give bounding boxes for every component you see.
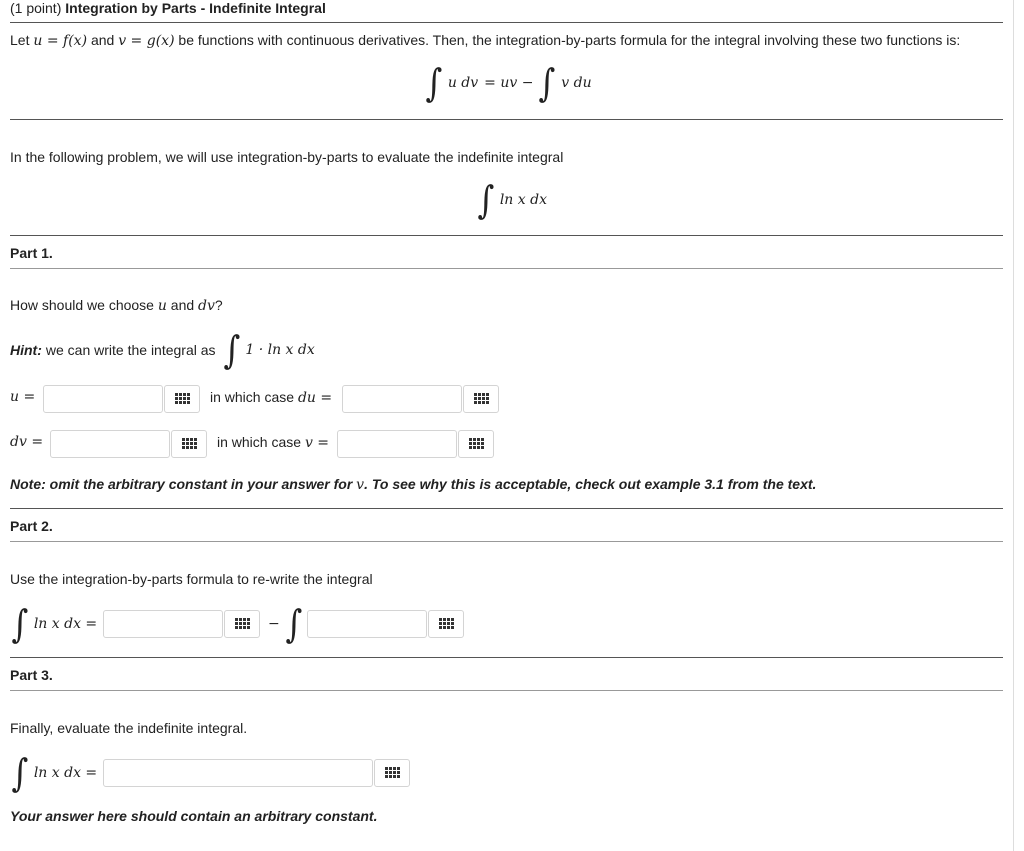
equation-editor-button[interactable] bbox=[171, 430, 207, 458]
divider bbox=[10, 235, 1003, 236]
question-text: How should we choose bbox=[10, 297, 154, 313]
equation-editor-button[interactable] bbox=[458, 430, 494, 458]
integral-sign: ∫ bbox=[538, 61, 556, 105]
intro-let: Let bbox=[10, 32, 30, 48]
question-and: and bbox=[170, 297, 195, 313]
part3-note: Your answer here should contain an arbitrary constant. bbox=[10, 808, 378, 824]
hint-integrand: 1 · ln x dx bbox=[245, 342, 315, 358]
question-u: u bbox=[157, 298, 167, 314]
dv-input[interactable] bbox=[50, 430, 170, 458]
equation-editor-button[interactable] bbox=[428, 610, 464, 638]
part2-integral bbox=[10, 602, 98, 646]
intro-u: u bbox=[33, 33, 43, 49]
integral-sign: ∫ bbox=[477, 178, 495, 222]
intro-v: v bbox=[118, 33, 127, 49]
grid-icon bbox=[385, 767, 399, 779]
intro-rest: be functions with continuous derivatives. Then, the integration-by-parts formula for the integral involving these two functions is: bbox=[178, 32, 961, 48]
part3-text: Finally, evaluate the indefinite integral. bbox=[10, 720, 248, 736]
note-v: v bbox=[356, 477, 365, 493]
part1-title: Part 1. bbox=[10, 245, 53, 261]
v-input[interactable] bbox=[337, 430, 457, 458]
part3-integrand: ln x dx = bbox=[33, 765, 98, 781]
part1-note bbox=[10, 476, 816, 493]
grid-icon bbox=[474, 393, 488, 405]
dv-label: dv = bbox=[10, 434, 44, 450]
part3-answer-field[interactable] bbox=[104, 760, 372, 786]
divider bbox=[10, 119, 1003, 120]
problem-title: Integration by Parts - Indefinite Integral bbox=[65, 0, 326, 16]
grid-icon bbox=[439, 618, 453, 630]
dv-answer-field[interactable] bbox=[51, 431, 169, 457]
divider bbox=[10, 657, 1003, 658]
equation-editor-button[interactable] bbox=[164, 385, 200, 413]
u-answer-field[interactable] bbox=[44, 386, 162, 412]
integral-sign: ∫ bbox=[425, 61, 443, 105]
grid-icon bbox=[235, 618, 249, 630]
part3-title: Part 3. bbox=[10, 667, 53, 683]
formula-left: u dv bbox=[447, 75, 479, 91]
part2-minus-integral bbox=[268, 602, 304, 646]
divider bbox=[10, 541, 1003, 542]
integral-sign: ∫ bbox=[285, 602, 303, 646]
part2-uv-field[interactable] bbox=[104, 611, 222, 637]
equation-editor-button[interactable] bbox=[463, 385, 499, 413]
intro-g: g(x) bbox=[146, 33, 175, 49]
integral-sign: ∫ bbox=[11, 602, 29, 646]
problem-header bbox=[10, 0, 326, 16]
part2-title: Part 2. bbox=[10, 518, 53, 534]
intro-eq2: = bbox=[126, 33, 147, 49]
note-text: Note: omit the arbitrary constant in your answer for bbox=[10, 476, 353, 492]
equation-editor-button[interactable] bbox=[224, 610, 260, 638]
hint-label: Hint: bbox=[10, 342, 42, 358]
v-label: v = bbox=[304, 435, 330, 451]
question-dv: dv bbox=[198, 298, 215, 314]
intro-f: f(x) bbox=[63, 33, 88, 49]
minus-sign: − bbox=[268, 616, 280, 632]
question-mark: ? bbox=[214, 297, 223, 313]
divider bbox=[10, 22, 1003, 23]
grid-icon bbox=[469, 438, 483, 450]
u-input[interactable] bbox=[43, 385, 163, 413]
problem-statement: In the following problem, we will use integration-by-parts to evaluate the indefinite integral bbox=[10, 149, 564, 165]
hint-text: we can write the integral as bbox=[45, 342, 216, 358]
part3-integral bbox=[10, 751, 98, 795]
v-prompt bbox=[217, 434, 329, 451]
part2-vdu-field[interactable] bbox=[308, 611, 426, 637]
intro-eq1: = bbox=[42, 33, 64, 49]
integral-sign: ∫ bbox=[11, 751, 29, 795]
divider bbox=[10, 690, 1003, 691]
part2-uv-input[interactable] bbox=[103, 610, 223, 638]
equation-editor-button[interactable] bbox=[374, 759, 410, 787]
intro-text bbox=[10, 32, 960, 49]
ibp-formula bbox=[424, 61, 592, 105]
part3-answer-input[interactable] bbox=[103, 759, 373, 787]
main-integral bbox=[476, 178, 547, 222]
du-input[interactable] bbox=[342, 385, 462, 413]
note-text-end: . To see why this is acceptable, check out example 3.1 from the text. bbox=[364, 476, 817, 492]
du-text: in which case bbox=[210, 389, 295, 405]
points-label: (1 point) bbox=[10, 0, 62, 16]
v-text: in which case bbox=[217, 434, 302, 450]
main-integrand: ln x dx bbox=[499, 192, 547, 208]
hint-row bbox=[10, 328, 315, 372]
grid-icon bbox=[182, 438, 196, 450]
integral-sign: ∫ bbox=[223, 328, 240, 372]
divider bbox=[10, 508, 1003, 509]
part2-text: Use the integration-by-parts formula to re-write the integral bbox=[10, 571, 373, 587]
part2-vdu-input[interactable] bbox=[307, 610, 427, 638]
du-label: du = bbox=[297, 390, 333, 406]
u-label: u = bbox=[10, 389, 36, 405]
part2-integrand: ln x dx = bbox=[33, 616, 98, 632]
intro-and: and bbox=[90, 32, 115, 48]
formula-mid: = uv − bbox=[484, 75, 534, 91]
grid-icon bbox=[175, 393, 189, 405]
du-prompt bbox=[210, 389, 332, 406]
v-answer-field[interactable] bbox=[338, 431, 456, 457]
formula-right: v du bbox=[561, 75, 592, 91]
du-answer-field[interactable] bbox=[343, 386, 461, 412]
part1-question bbox=[10, 297, 223, 314]
divider bbox=[10, 268, 1003, 269]
